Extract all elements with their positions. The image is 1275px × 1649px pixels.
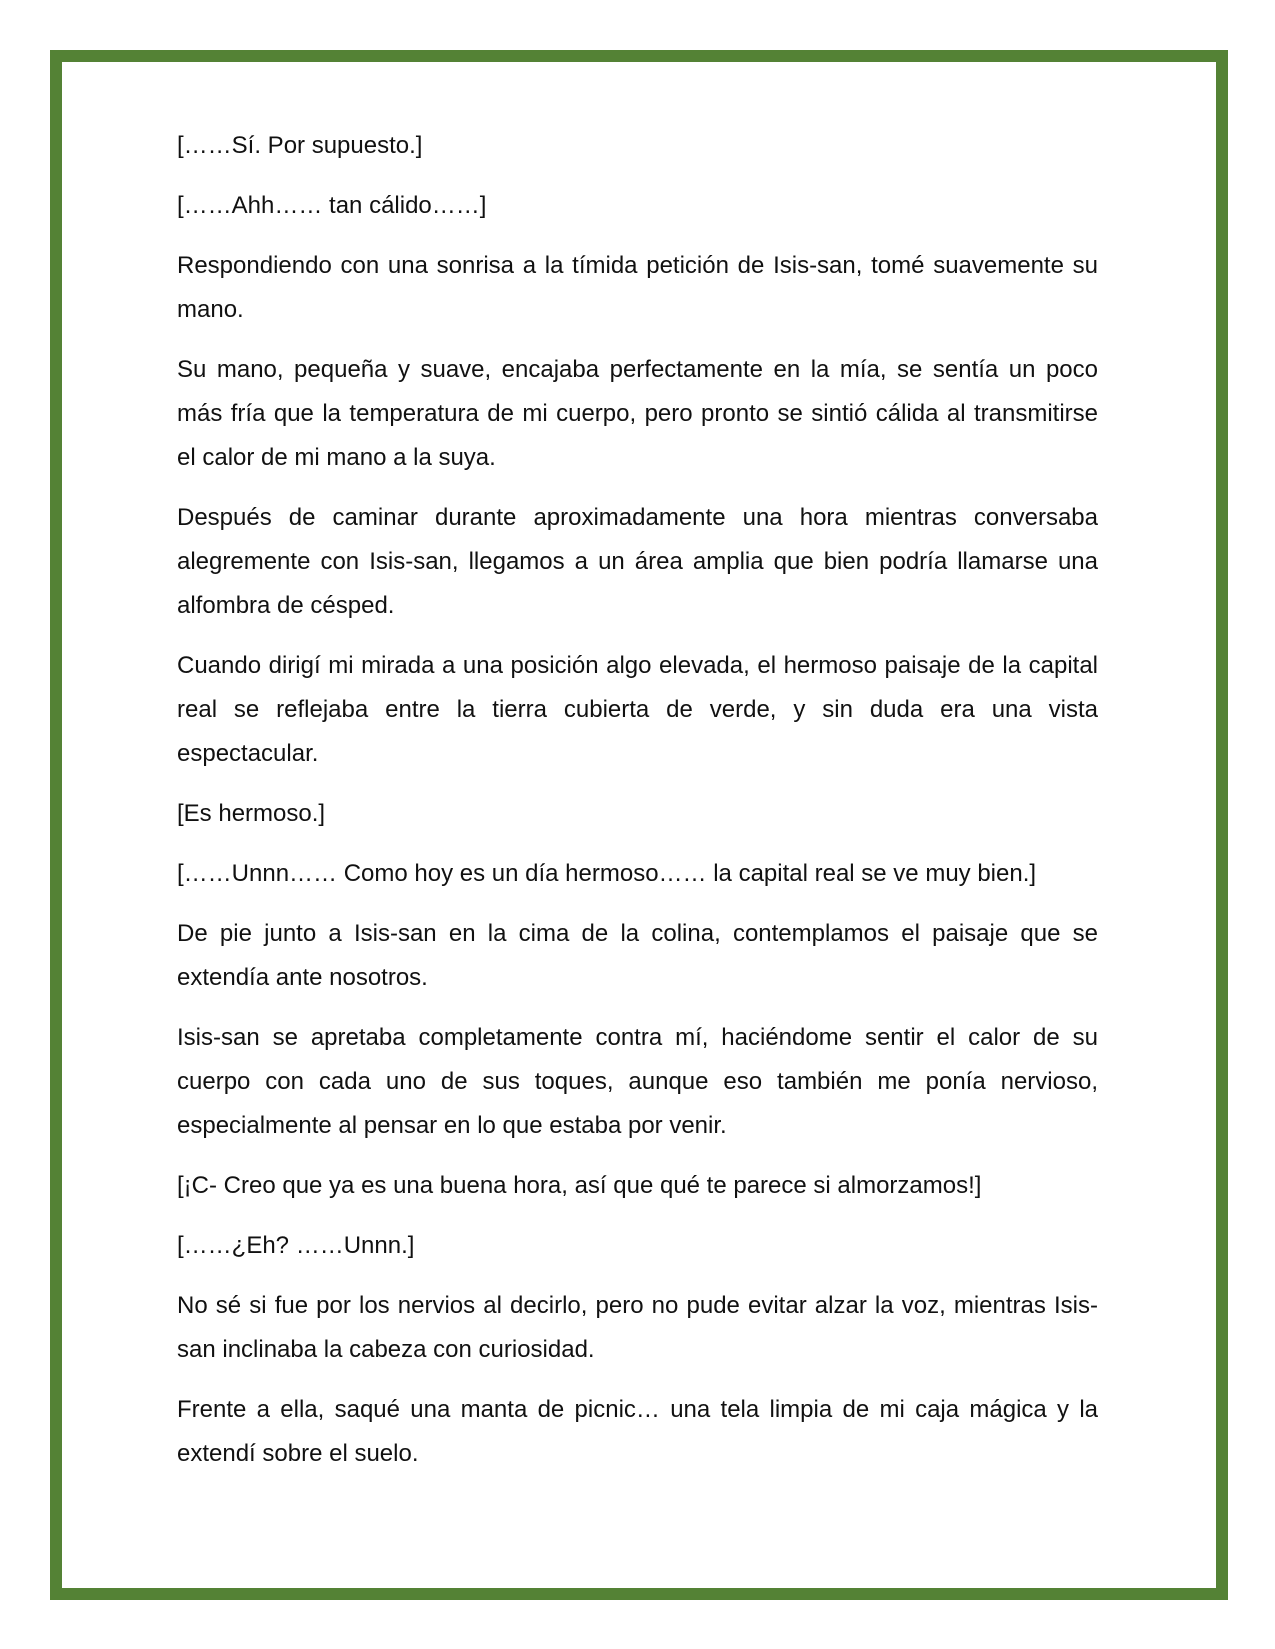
paragraph-4: Su mano, pequeña y suave, encajaba perfectamente en la mía, se sentía un poco más fría que la temperatura de mi cuerpo, pero pronto se sintió cálida al transmitirse el calor de mi mano a la suya. <box>177 356 1098 471</box>
paragraph-10: Isis-san se apretaba completamente contra mí, haciéndome sentir el calor de su cuerpo con cada uno de sus toques, aunque eso también me ponía nervioso, especialmente al pensar en lo que estaba por venir. <box>177 1024 1098 1139</box>
paragraph-8: [……Unnn…… Como hoy es un día hermoso…… la capital real se ve muy bien.] <box>177 860 1037 887</box>
paragraph-5: Después de caminar durante aproximadamente una hora mientras conversaba alegremente con Isis-san, llegamos a un área amplia que bien podría llamarse una alfombra de césped. <box>177 504 1098 619</box>
paragraph-2: [……Ahh…… tan cálido……] <box>177 192 487 219</box>
document-body <box>177 124 1098 1492</box>
paragraph-6: Cuando dirigí mi mirada a una posición algo elevada, el hermoso paisaje de la capital real se reflejaba entre la tierra cubierta de verde, y sin duda era una vista espectacular. <box>177 652 1098 767</box>
paragraph-1: [……Sí. Por supuesto.] <box>177 132 423 159</box>
paragraph-11: [¡C- Creo que ya es una buena hora, así que qué te parece si almorzamos!] <box>177 1172 982 1199</box>
paragraph-12: [……¿Eh? ……Unnn.] <box>177 1232 415 1259</box>
paragraph-9: De pie junto a Isis-san en la cima de la colina, contemplamos el paisaje que se extendía ante nosotros. <box>177 920 1098 991</box>
paragraph-13: No sé si fue por los nervios al decirlo, pero no pude evitar alzar la voz, mientras Isis-san inclinaba la cabeza con curiosidad. <box>177 1292 1098 1363</box>
paragraph-7: [Es hermoso.] <box>177 800 326 827</box>
paragraph-14: Frente a ella, saqué una manta de picnic… una tela limpia de mi caja mágica y la extendí sobre el suelo. <box>177 1396 1098 1467</box>
paragraph-3: Respondiendo con una sonrisa a la tímida petición de Isis-san, tomé suavemente su mano. <box>177 252 1098 323</box>
